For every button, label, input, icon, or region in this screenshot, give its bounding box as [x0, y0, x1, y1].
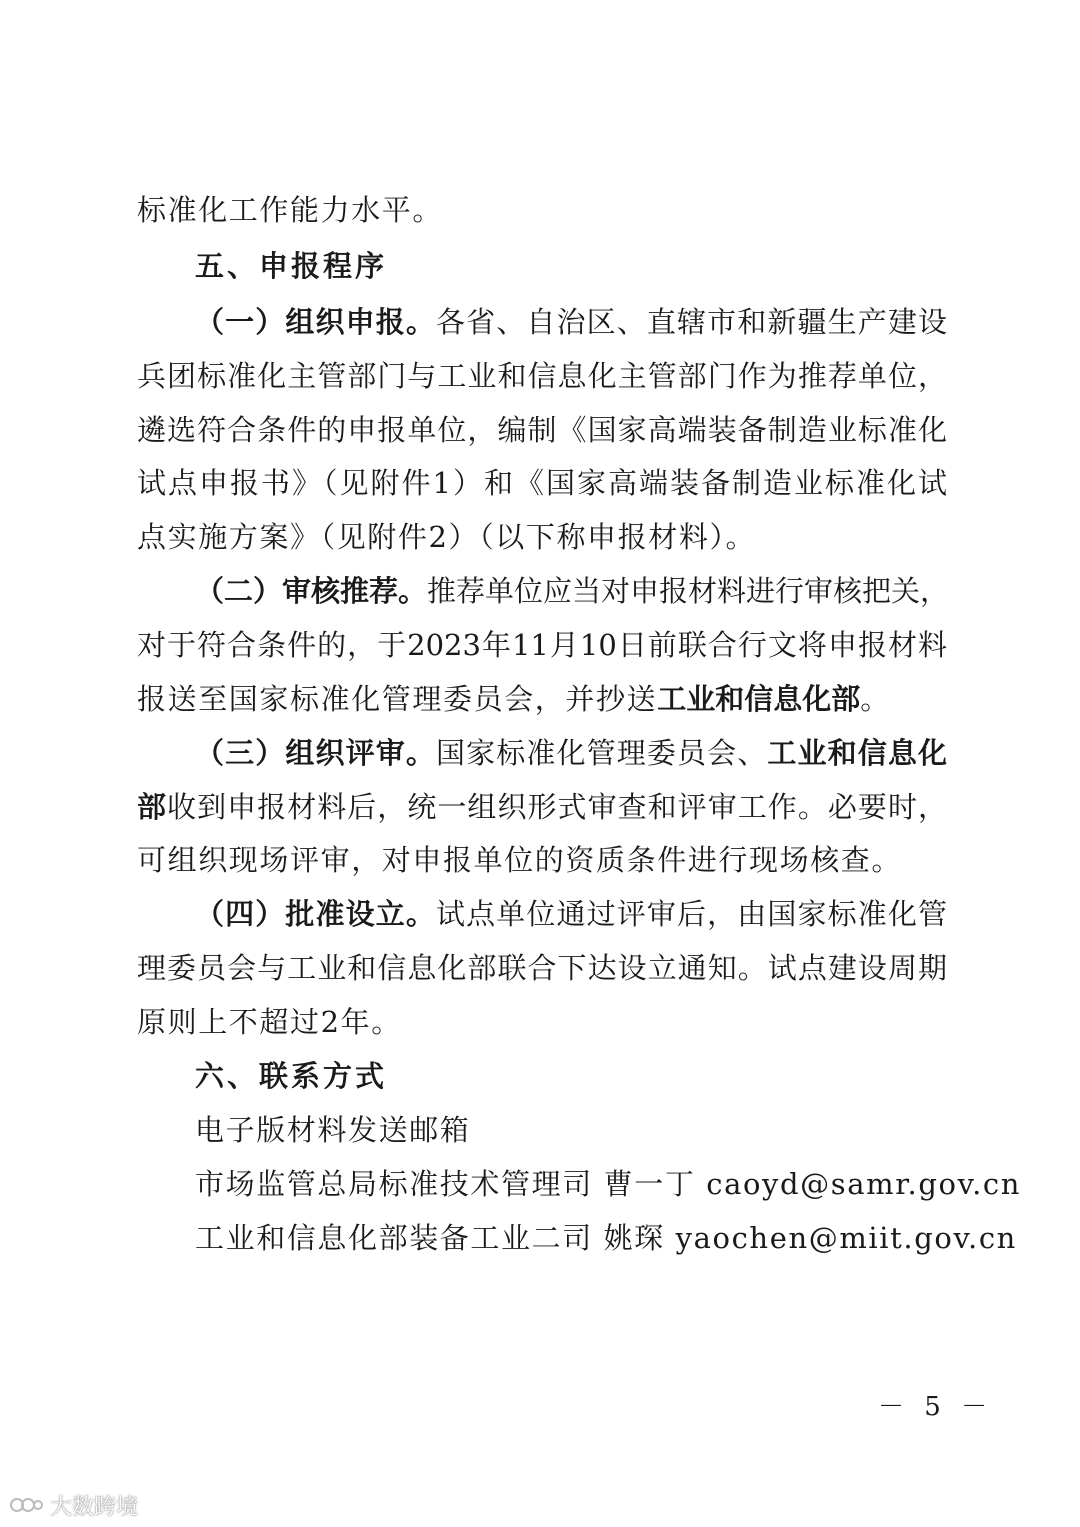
subsection-title: （三）组织评审。: [195, 736, 436, 770]
contact-line: 电子版材料发送邮箱: [195, 1113, 471, 1147]
section-heading-6: 六、联系方式: [195, 1059, 388, 1093]
paragraph-line: 理委员会与工业和信息化部联合下达设立通知。试点建设周期: [137, 951, 947, 985]
paragraph-line: 对于符合条件的，于2023年11月10日前联合行文将申报材料: [137, 628, 947, 662]
text-run: 试点单位通过评审后，由国家标准化管: [436, 897, 947, 931]
paragraph-line: [137, 787, 947, 827]
paragraph-line: [195, 571, 950, 611]
text-run: 各省、自治区、直辖市和新疆生产建设: [436, 305, 947, 339]
subsection-title: （四）批准设立。: [195, 897, 436, 931]
paragraph-line: 试点申报书》（见附件1）和《国家高端装备制造业标准化试: [137, 466, 947, 500]
text-run: 国家标准化管理委员会、: [436, 736, 768, 770]
bold-text-run: 工业和信息化部: [657, 682, 861, 716]
section-heading-5: 五、申报程序: [195, 249, 388, 283]
subsection-title: （二）审核推荐。: [195, 574, 428, 608]
watermark-text: 大数跨境: [50, 1494, 139, 1520]
paragraph-line: 遴选符合条件的申报单位，编制《国家高端装备制造业标准化: [137, 413, 947, 447]
contact-line: 市场监管总局标准技术管理司 曹一丁 caoyd@samr.gov.cn: [195, 1167, 1022, 1201]
paragraph-line: 点实施方案》（见附件2）（以下称申报材料）。: [137, 520, 757, 554]
subsection-title: （一）组织申报。: [195, 305, 436, 339]
watermark-logo-icon: [8, 1492, 44, 1518]
text-run: 推荐单位应当对申报材料进行审核把关，: [427, 574, 950, 608]
page-number: － 5 －: [878, 1392, 994, 1422]
paragraph-line: 可组织现场评审，对申报单位的资质条件进行现场核查。: [137, 843, 903, 877]
paragraph-line: [137, 679, 947, 719]
text-run: 收到申报材料后，统一组织形式审查和评审工作。必要时，: [167, 790, 947, 824]
paragraph-line: [195, 302, 947, 342]
paragraph-line: 标准化工作能力水平。: [137, 193, 444, 227]
text-run: 。: [860, 682, 891, 716]
watermark: [8, 1488, 138, 1522]
paragraph-line: 原则上不超过2年。: [137, 1005, 402, 1039]
paragraph-line: [195, 733, 947, 773]
bold-text-run: 工业和信息化: [767, 736, 947, 770]
paragraph-line: 兵团标准化主管部门与工业和信息化主管部门作为推荐单位，: [137, 359, 947, 393]
contact-line: 工业和信息化部装备工业二司 姚琛 yaochen@miit.gov.cn: [195, 1221, 1017, 1255]
text-run: 报送至国家标准化管理委员会，并抄送: [137, 682, 658, 716]
bold-text-run: 部: [137, 790, 168, 824]
paragraph-line: [195, 894, 947, 934]
